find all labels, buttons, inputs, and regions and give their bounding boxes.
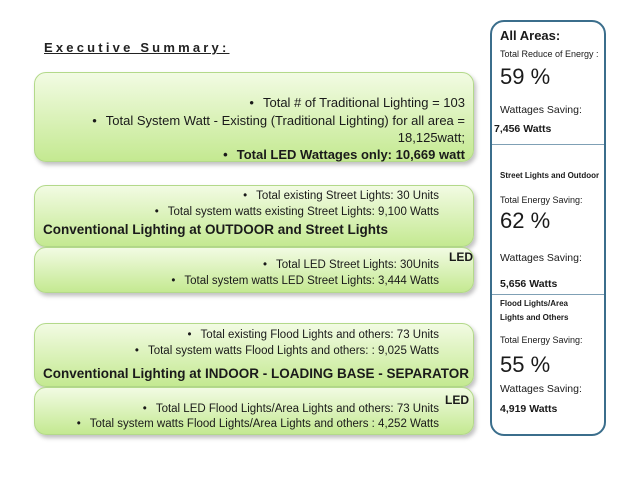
indoor-heading: Conventional Lighting at INDOOR - LOADING BASE - SEPARATOR [43, 366, 469, 381]
panel-divider-1 [492, 144, 604, 145]
all-areas-watt-label: Wattages Saving: [500, 104, 582, 116]
outdoor-existing-watts: • Total system watts existing Street Lights: 9,100 Watts [155, 206, 439, 218]
outdoor-existing-count: • Total existing Street Lights: 30 Units [243, 190, 439, 202]
street-watt-label: Wattages Saving: [500, 252, 582, 264]
indoor-led-watts: • Total system watts Flood Lights/Area Lights and others : 4,252 Watts [77, 418, 439, 430]
savings-panel [490, 20, 606, 436]
all-areas-energy-label: Total Reduce of Energy : [500, 49, 599, 59]
all-areas-watt-value: 7,456 Watts [494, 123, 552, 135]
all-areas-energy-pct: 59 % [500, 64, 551, 89]
outdoor-led-box [34, 247, 474, 293]
street-energy-pct: 62 % [500, 208, 551, 233]
outdoor-heading: Conventional Lighting at OUTDOOR and Street Lights [43, 222, 388, 237]
flood-title-line1: Flood Lights/Area [500, 299, 568, 308]
indoor-led-box [34, 387, 474, 435]
summary-box [34, 72, 474, 162]
indoor-existing-count: • Total existing Flood Lights and others: 73 Units [188, 329, 439, 341]
outdoor-led-watts: • Total system watts LED Street Lights: 3,444 Watts [171, 275, 439, 287]
outdoor-existing-box [34, 185, 474, 247]
indoor-led-count: • Total LED Flood Lights/Area Lights and others: 73 Units [143, 403, 439, 415]
traditional-count-line: • Total # of Traditional Lighting = 103 [249, 95, 465, 110]
all-areas-title: All Areas: [500, 28, 561, 43]
existing-watt-line: • Total System Watt - Existing (Traditional Lighting) for all area = [92, 113, 465, 128]
flood-energy-label: Total Energy Saving: [500, 335, 583, 345]
indoor-led-label: LED [445, 393, 469, 407]
outdoor-led-count: • Total LED Street Lights: 30Units [263, 259, 439, 271]
existing-watt-value: 18,125watt; [397, 130, 465, 145]
street-watt-value: 5,656 Watts [500, 278, 558, 290]
led-wattage-total-line: • Total LED Wattages only: 10,669 watt [223, 147, 465, 162]
indoor-existing-watts: • Total system watts Flood Lights and others: : 9,025 Watts [135, 345, 439, 357]
flood-title-line2: Lights and Others [500, 313, 569, 322]
flood-energy-pct: 55 % [500, 352, 551, 377]
outdoor-led-label: LED [449, 250, 473, 264]
street-title: Street Lights and Outdoor [500, 171, 600, 180]
flood-watt-label: Wattages Saving: [500, 383, 582, 395]
street-energy-label: Total Energy Saving: [500, 195, 583, 205]
panel-divider-2 [492, 294, 604, 295]
flood-watt-value: 4,919 Watts [500, 403, 558, 415]
page-title: Executive Summary: [44, 40, 230, 55]
indoor-existing-box [34, 323, 474, 387]
